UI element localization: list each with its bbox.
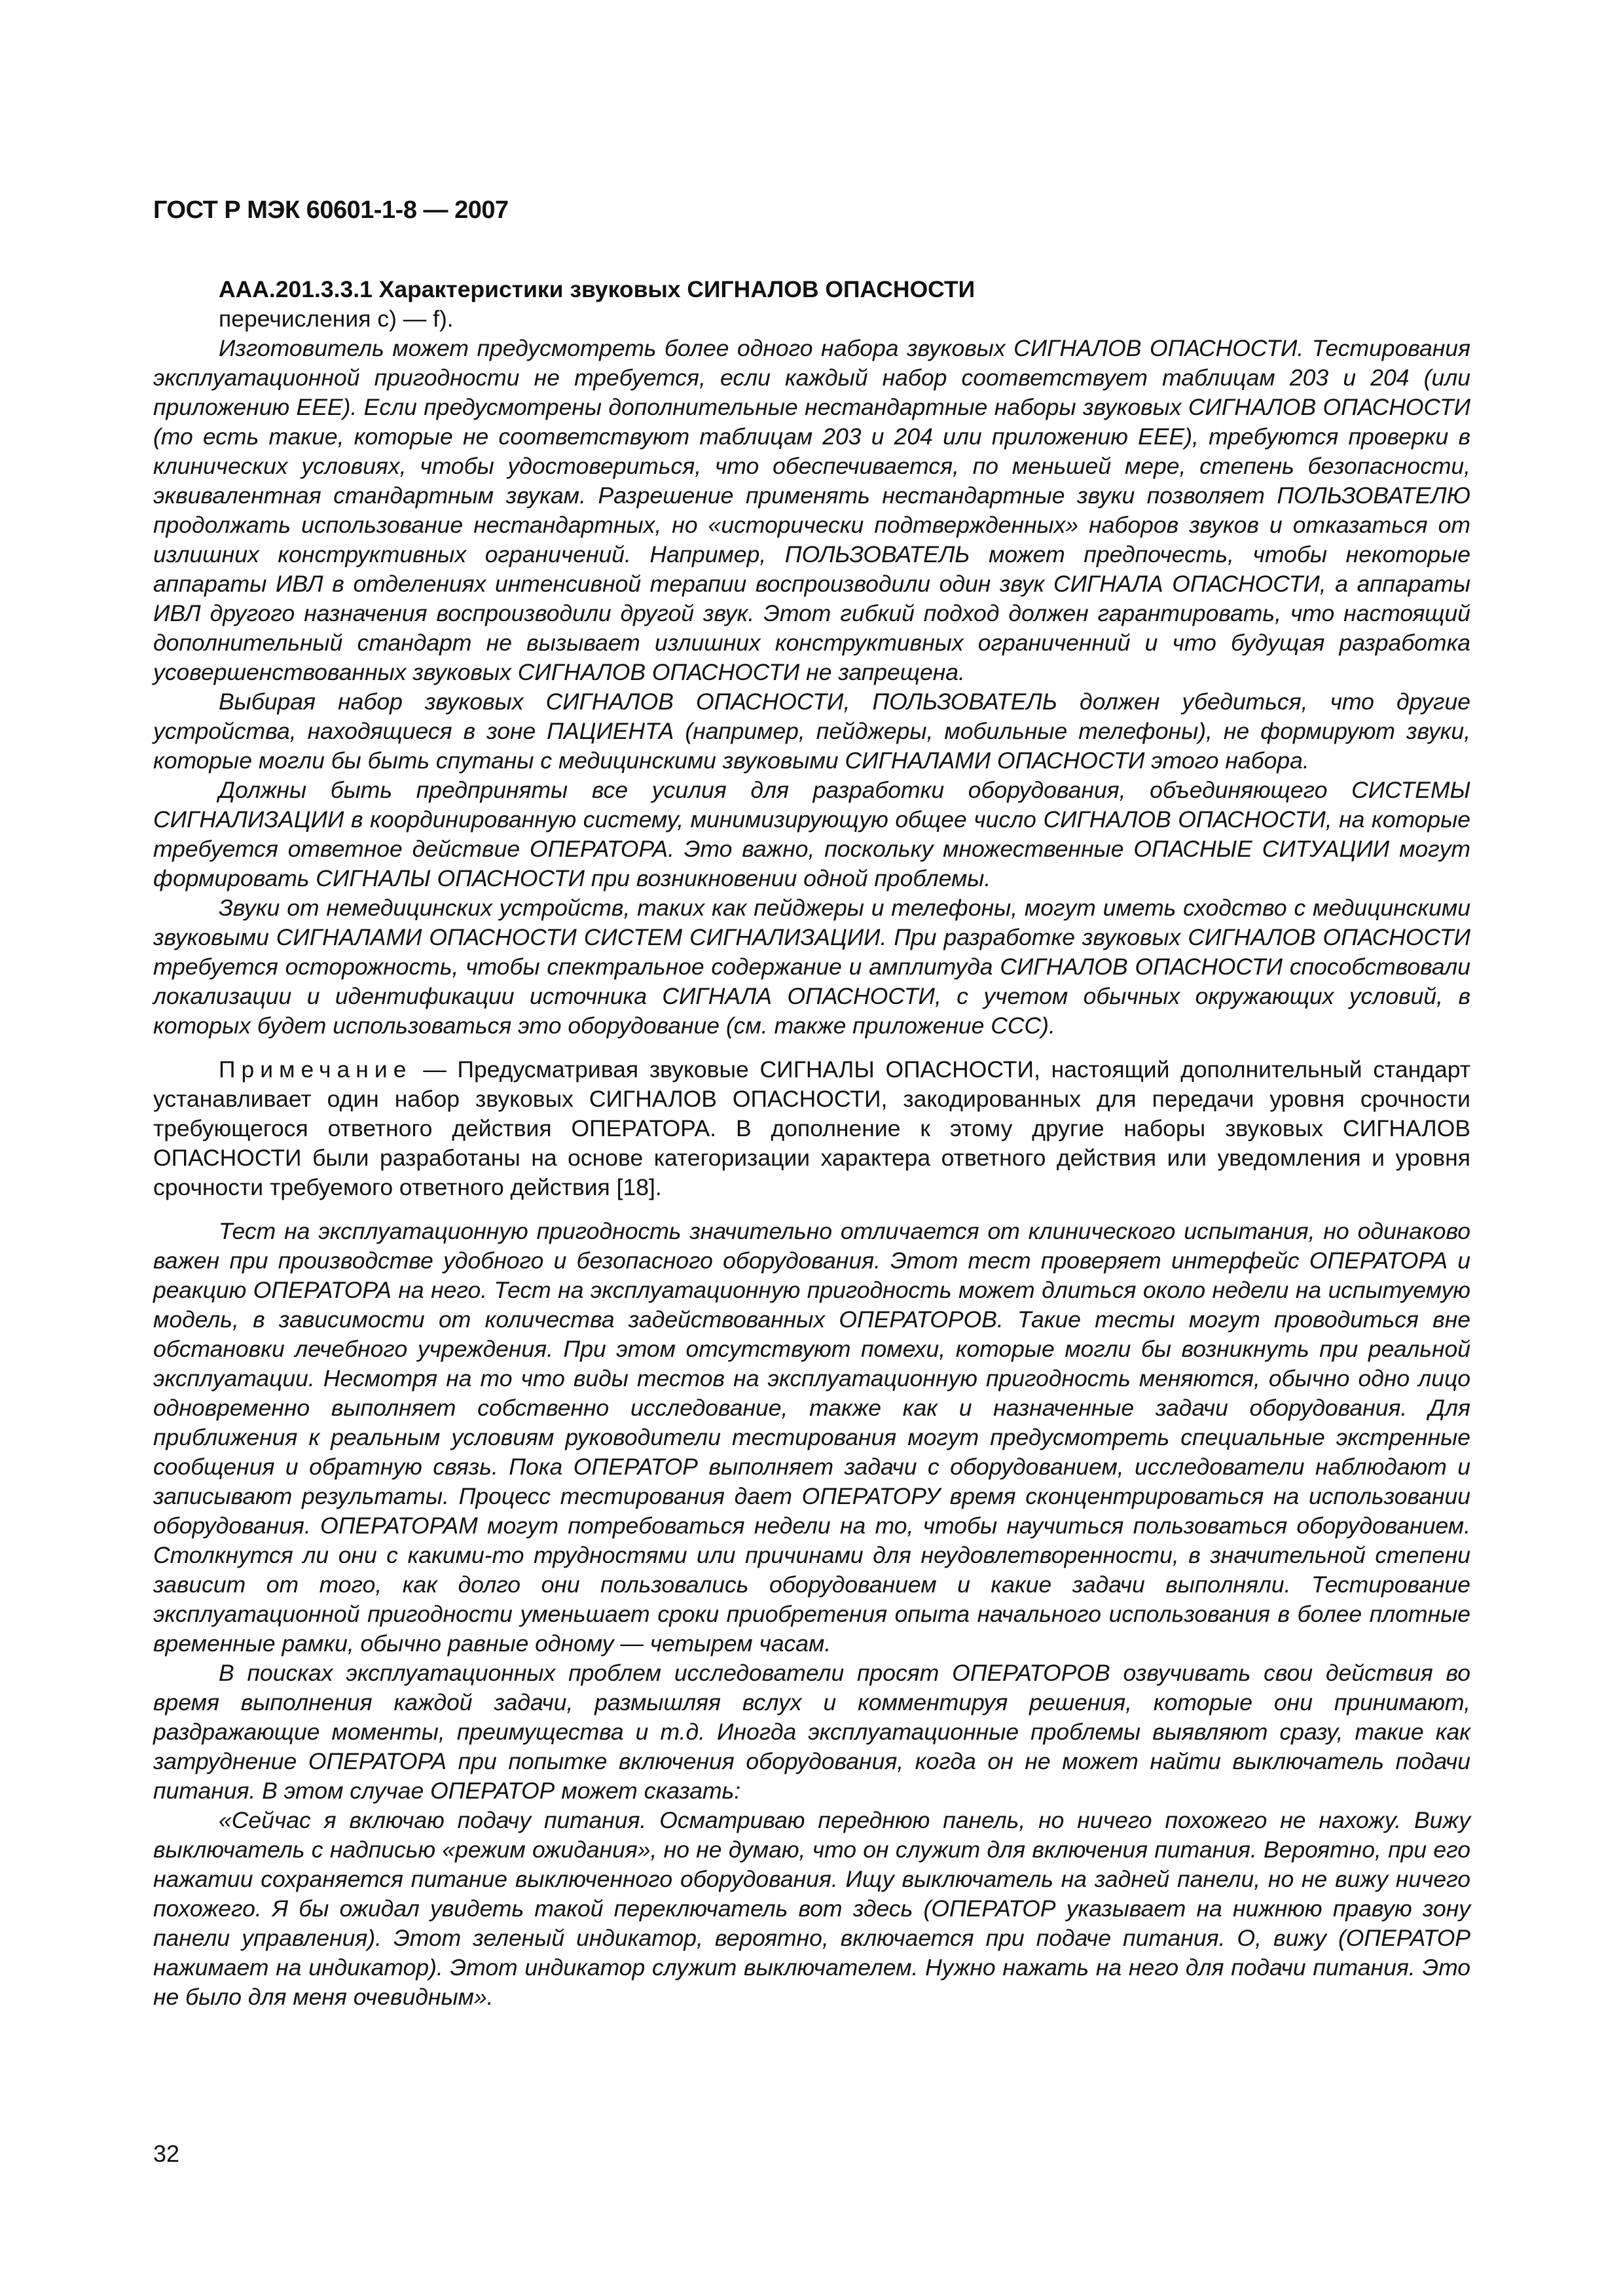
page-content xyxy=(153,275,1470,2012)
standard-header: ГОСТ Р МЭК 60601-1-8 — 2007 xyxy=(153,196,509,224)
paragraph: «Сейчас я включаю подачу питания. Осматриваю переднюю панель, но ничего похожего не нахожу. Вижу выключатель с надписью «режим ожидания», но не думаю, что он служит для включения питания. Вероятно, при его нажатии сохраняется питание выключенного оборудования. Ищу выключатель на задней панели, но не вижу ничего похожего. Я бы ожидал увидеть такой переключатель вот здесь (ОПЕРАТОР указывает на нижнюю правую зону панели управления). Этот зеленый индикатор, вероятно, включается при подаче питания. О, вижу (ОПЕРАТОР нажимает на индикатор). Этот индикатор служит выключателем. Нужно нажать на него для подачи питания. Это не было для меня очевидным». xyxy=(153,1807,1470,2010)
paragraph: Должны быть предприняты все усилия для разработки оборудования, объединяющего СИСТЕМЫ СИГНАЛИЗАЦИИ в координированную систему, минимизирующую общее число СИГНАЛОВ ОПАСНОСТИ, на которые требуется ответное действие ОПЕРАТОРА. Это важно, поскольку множественные ОПАСНЫЕ СИТУАЦИИ могут формировать СИГНАЛЫ ОПАСНОСТИ при возникновении одной проблемы. xyxy=(153,777,1470,891)
list-reference: перечисления с) — f). xyxy=(219,306,454,332)
paragraph: Звуки от немедицинских устройств, таких как пейджеры и телефоны, могут иметь сходство с медицинскими звуковыми СИГНАЛАМИ ОПАСНОСТИ СИСТЕМ СИГНАЛИЗАЦИИ. При разработке звуковых СИГНАЛОВ ОПАСНОСТИ требуется осторожность, чтобы спектральное содержание и амплитуда СИГНАЛОВ ОПАСНОСТИ способствовали локализации и идентификации источника СИГНАЛА ОПАСНОСТИ, с учетом обычных окружающих условий, в которых будет использоваться это оборудование (см. также приложение ССС). xyxy=(153,895,1470,1039)
paragraph: В поисках эксплуатационных проблем исследователи просят ОПЕРАТОРОВ озвучивать свои действия во время выполнения каждой задачи, размышляя вслух и комментируя решения, которые они принимают, раздражающие моменты, преимущества и т.д. Иногда эксплуатационные проблемы выявляют сразу, такие как затруднение ОПЕРАТОРА при попытке включения оборудования, когда он не может найти выключатель подачи питания. В этом случае ОПЕРАТОР может сказать: xyxy=(153,1660,1470,1804)
note-text: — Предусматривая звуковые СИГНАЛЫ ОПАСНОСТИ, настоящий дополнительный стандарт устанавливает один набор звуковых СИГНАЛОВ ОПАСНОСТИ, закодированных для передачи уровня срочности требующегося ответного действия ОПЕРАТОРА. В дополнение к этому другие наборы звуковых СИГНАЛОВ ОПАСНОСТИ были разработаны на основе категоризации характера ответного действия или уведомления и уровня срочности требуемого ответного действия [18]. xyxy=(153,1056,1470,1200)
page-number: 32 xyxy=(153,2140,180,2167)
paragraph: Выбирая набор звуковых СИГНАЛОВ ОПАСНОСТИ, ПОЛЬЗОВАТЕЛЬ должен убедиться, что другие устройства, находящиеся в зоне ПАЦИЕНТА (например, пейджеры, мобильные телефоны), не формируют звуки, которые могли бы быть спутаны с медицинскими звуковыми СИГНАЛАМИ ОПАСНОСТИ этого набора. xyxy=(153,689,1470,774)
paragraph: Изготовитель может предусмотреть более одного набора звуковых СИГНАЛОВ ОПАСНОСТИ. Тестирования эксплуатационной пригодности не требуется, если каждый набор соответствует таблицам 203 и 204 (или приложению ЕЕЕ). Если предусмотрены дополнительные нестандартные наборы звуковых СИГНАЛОВ ОПАСНОСТИ (то есть такие, которые не соответствуют таблицам 203 и 204 или приложению ЕЕЕ), требуются проверки в клинических условиях, чтобы удостовериться, что обеспечивается, по меньшей мере, степень безопасности, эквивалентная стандартным звукам. Разрешение применять нестандартные звуки позволяет ПОЛЬЗОВАТЕЛЮ продолжать использование нестандартных, но «исторически подтвержденных» наборов звуков и отказаться от излишних конструктивных ограничений. Например, ПОЛЬЗОВАТЕЛЬ может предпочесть, чтобы некоторые аппараты ИВЛ в отделениях интенсивной терапии воспроизводили один звук СИГНАЛА ОПАСНОСТИ, а аппараты ИВЛ другого назначения воспроизводили другой звук. Этот гибкий подход должен гарантировать, что настоящий дополнительный стандарт не вызывает излишних конструктивных ограниченний и что будущая разработка усовершенствованных звуковых СИГНАЛОВ ОПАСНОСТИ не запрещена. xyxy=(153,335,1470,685)
note-label: Примечание xyxy=(219,1056,412,1083)
paragraph: Тест на эксплуатационную пригодность значительно отличается от клинического испытания, но одинаково важен при производстве удобного и безопасного оборудования. Этот тест проверяет интерфейс ОПЕРАТОРА и реакцию ОПЕРАТОРА на него. Тест на эксплуатационную пригодность может длиться около недели на испытуемую модель, в зависимости от количества задействованных ОПЕРАТОРОВ. Такие тесты могут проводиться вне обстановки лечебного учреждения. При этом отсутствуют помехи, которые могли бы возникнуть при реальной эксплуатации. Несмотря на то что виды тестов на эксплуатационную пригодность меняются, обычно одно лицо одновременно выполняет собственно исследование, также как и назначенные задачи оборудования. Для приближения к реальным условиям руководители тестирования могут предусмотреть специальные экстренные сообщения и обратную связь. Пока ОПЕРАТОР выполняет задачи с оборудованием, исследователи наблюдают и записывают результаты. Процесс тестирования дает ОПЕРАТОРУ время сконцентрироваться на использовании оборудования. ОПЕРАТОРАМ могут потребоваться недели на то, чтобы научиться пользоваться оборудованием. Столкнутся ли они с какими-то трудностями или причинами для неудовлетворенности, в значительной степени зависит от того, как долго они пользовались оборудованием и какие задачи выполняли. Тестирование эксплуатационной пригодности уменьшает сроки приобретения опыта начального использования в более плотные временные рамки, обычно равные одному — четырем часам. xyxy=(153,1218,1470,1657)
note xyxy=(153,1055,1470,1202)
section-title: AAA.201.3.3.1 Характеристики звуковых СИГНАЛОВ ОПАСНОСТИ xyxy=(219,276,976,302)
